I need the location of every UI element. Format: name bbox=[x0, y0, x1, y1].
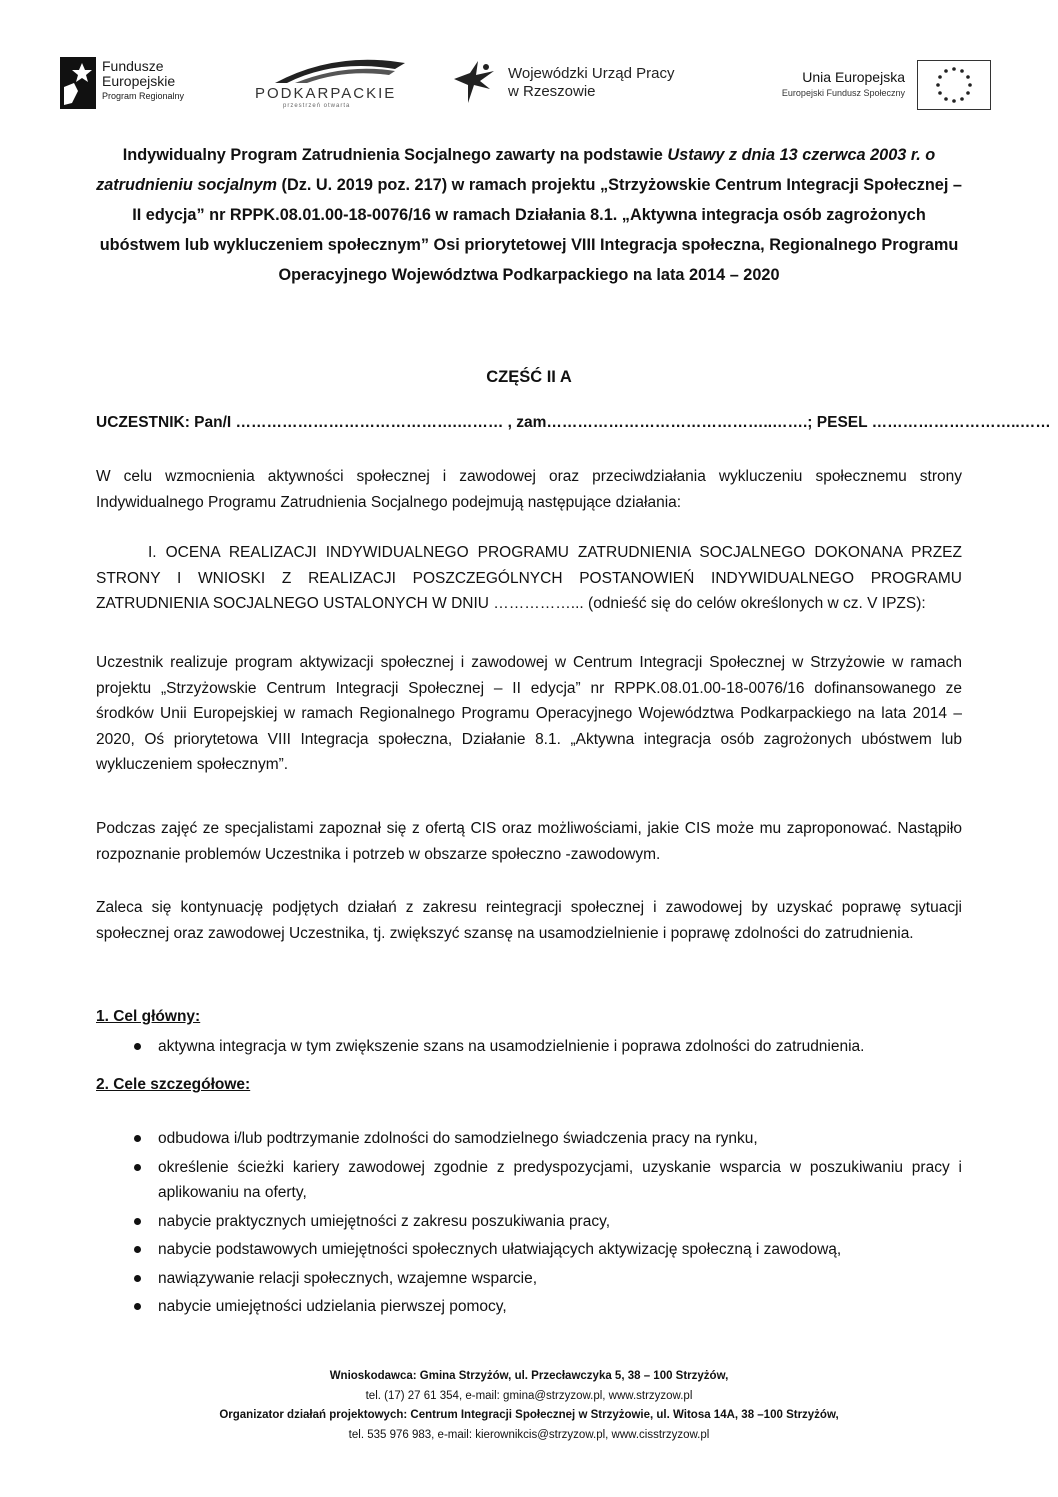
specific-goals-list bbox=[96, 1126, 962, 1323]
pk-swoosh-icon bbox=[265, 55, 415, 85]
section-heading: CZĘŚĆ II A bbox=[486, 368, 572, 386]
list-item-text: nabycie umiejętności udzielania pierwszej pomocy, bbox=[158, 1298, 507, 1315]
participant-line: UCZESTNIK: Pan/I …………………………………….……… , zam……………………………………..…….; PESEL ………………………..…… bbox=[96, 414, 1051, 431]
bullet-icon bbox=[134, 1303, 141, 1310]
fundusze-europejskie-logo bbox=[60, 55, 230, 115]
wup-line1: Wojewódzki Urząd Pracy bbox=[508, 65, 675, 82]
bullet-icon bbox=[134, 1043, 141, 1050]
page-footer bbox=[0, 1367, 1058, 1445]
fe-line1: Fundusze bbox=[102, 58, 164, 74]
fe-line3: Program Regionalny bbox=[102, 91, 185, 101]
fe-line2: Europejskie bbox=[102, 73, 176, 89]
ue-line2: Europejski Fundusz Społeczny bbox=[781, 88, 905, 98]
list-item bbox=[96, 1155, 962, 1206]
bullet-icon bbox=[134, 1164, 141, 1171]
list-item-text: nabycie podstawowych umiejętności społecznych ułatwiających aktywizację społeczną i zawodową, bbox=[158, 1241, 842, 1258]
list-item bbox=[96, 1209, 962, 1235]
list-item-text: nawiązywanie relacji społecznych, wzajemne wsparcie, bbox=[158, 1269, 538, 1287]
unia-europejska-logo bbox=[755, 55, 1000, 115]
assessment-paragraph: I. OCENA REALIZACJI INDYWIDUALNEGO PROGRAMU ZATRUDNIENIA SOCJALNEGO DOKONANA PRZEZ STRONY I WNIOSKI Z REALIZACJI POSZCZEGÓLNYCH POSTANOWIEŃ INDYWIDUALNEGO PROGRAMU ZATRUDNIENIA SOCJALNEGO USTALONYCH W DNIU ……………... (odnieść się do celów określonych w cz. V IPZS): bbox=[96, 544, 962, 612]
podkarpackie-logo bbox=[255, 55, 415, 115]
list-item bbox=[96, 1294, 962, 1320]
document-title bbox=[96, 140, 962, 290]
bullet-icon bbox=[134, 1246, 141, 1253]
participant-paragraph: Uczestnik realizuje program aktywizacji społecznej i zawodowej w Centrum Integracji Społecznej w Strzyżowie w ramach projektu „Strzyżowskie Centrum Integracji Społecznej – II edycja” nr RPPK.08.01.00-18-0076/16 dofinansowanego ze środków Unii Europejskiej w ramach Regionalnego Programu Operacyjnego Województwa Podkarpackiego na lata 2014 – 2020, Oś priorytetowa VIII Integracja społeczna, Działanie 8.1. „Aktywna integracja osób zagrożonych ubóstwem lub wykluczeniem społecznym”. bbox=[96, 654, 962, 773]
main-goal-heading: 1. Cel główny: bbox=[96, 1008, 201, 1025]
logo-bar bbox=[60, 55, 1000, 115]
footer-organizer: Organizator działań projektowych: Centrum Integracji Społecznej w Strzyżowie, ul. Witosa 14A, 38 –100 Strzyżów, bbox=[219, 1409, 839, 1421]
bullet-icon bbox=[134, 1275, 141, 1282]
list-item bbox=[96, 1266, 962, 1292]
list-item-text: nabycie praktycznych umiejętności z zakresu poszukiwania pracy, bbox=[158, 1212, 610, 1230]
recommendation-paragraph: Zaleca się kontynuację podjętych działań z zakresu reintegracji społecznej i zawodowej by uzyskać poprawę sytuacji społecznej oraz zawodowej Uczestnika, tj. zwiększyć szansę na usamodzielnienie i poprawę zdolności do zatrudnienia. bbox=[96, 899, 962, 942]
pk-tag: przestrzeń otwarta bbox=[283, 103, 351, 109]
title-part2: (Dz. U. 2019 poz. 217) w ramach projektu „Strzyżowskie Centrum Integracji Społecznej – II edycja” nr RPPK.08.01.00-18-0076/16 w ramach Działania 8.1. „Aktywna integracja osób zagrożonych ubóstwem lub wykluczeniem społecznym” Osi priorytetowej VIII Integracja społeczna, Regionalnego Programu Operacyjnego Województwa Podkarpackiego na lata 2014 – 2020 bbox=[99, 176, 962, 284]
footer-organizer-contact: tel. 535 976 983, e-mail: kierownikcis@strzyzow.pl, www.cisstrzyzow.pl bbox=[348, 1428, 710, 1441]
bullet-icon bbox=[134, 1218, 141, 1225]
wup-bird-icon bbox=[450, 59, 502, 109]
ue-line1: Unia Europejska bbox=[802, 69, 905, 85]
bullet-icon bbox=[134, 1135, 141, 1142]
intro-paragraph: W celu wzmocnienia aktywności społecznej i zawodowej oraz przeciwdziałania wykluczeniu społecznemu strony Indywidualnego Programu Zatrudnienia Socjalnego podejmują następujące działania: bbox=[96, 468, 962, 511]
list-item bbox=[96, 1034, 962, 1060]
list-item bbox=[96, 1237, 962, 1263]
eu-flag-icon bbox=[917, 60, 991, 110]
list-item-text: aktywna integracja w tym zwiększenie szans na usamodzielnienie i poprawa zdolności do zatrudnienia. bbox=[158, 1038, 865, 1055]
wup-logo bbox=[450, 55, 710, 115]
title-part1: Indywidualny Program Zatrudnienia Socjalnego zawarty na podstawie bbox=[122, 146, 668, 164]
specialists-paragraph: Podczas zajęć ze specjalistami zapoznał się z ofertą CIS oraz możliwościami, jakie CIS może mu zaproponować. Nastąpiło rozpoznanie problemów Uczestnika i potrzeb w obszarze społeczno -zawodowym. bbox=[96, 820, 962, 863]
specific-goals-heading: 2. Cele szczegółowe: bbox=[96, 1076, 251, 1093]
fe-star-icon bbox=[60, 57, 96, 109]
main-goal-list bbox=[96, 1034, 962, 1063]
title-act-name: Ustawy z dnia 13 czerwca 2003 r. o zatrudnieniu socjalnym bbox=[96, 146, 936, 194]
pk-word: PODKARPACKIE bbox=[255, 85, 397, 102]
footer-applicant: Wnioskodawca: Gmina Strzyżów, ul. Przecławczyka 5, 38 – 100 Strzyżów, bbox=[329, 1370, 729, 1382]
list-item-text: określenie ścieżki kariery zawodowej zgodnie z predyspozycjami, uzyskanie wsparcia w poszukiwaniu pracy i aplikowaniu na oferty, bbox=[158, 1158, 962, 1201]
list-item bbox=[96, 1126, 962, 1152]
list-item-text: odbudowa i/lub podtrzymanie zdolności do samodzielnego świadczenia pracy na rynku, bbox=[158, 1130, 758, 1147]
wup-line2: w Rzeszowie bbox=[508, 83, 596, 100]
footer-applicant-contact: tel. (17) 27 61 354, e-mail: gmina@strzyzow.pl, www.strzyzow.pl bbox=[365, 1389, 693, 1402]
